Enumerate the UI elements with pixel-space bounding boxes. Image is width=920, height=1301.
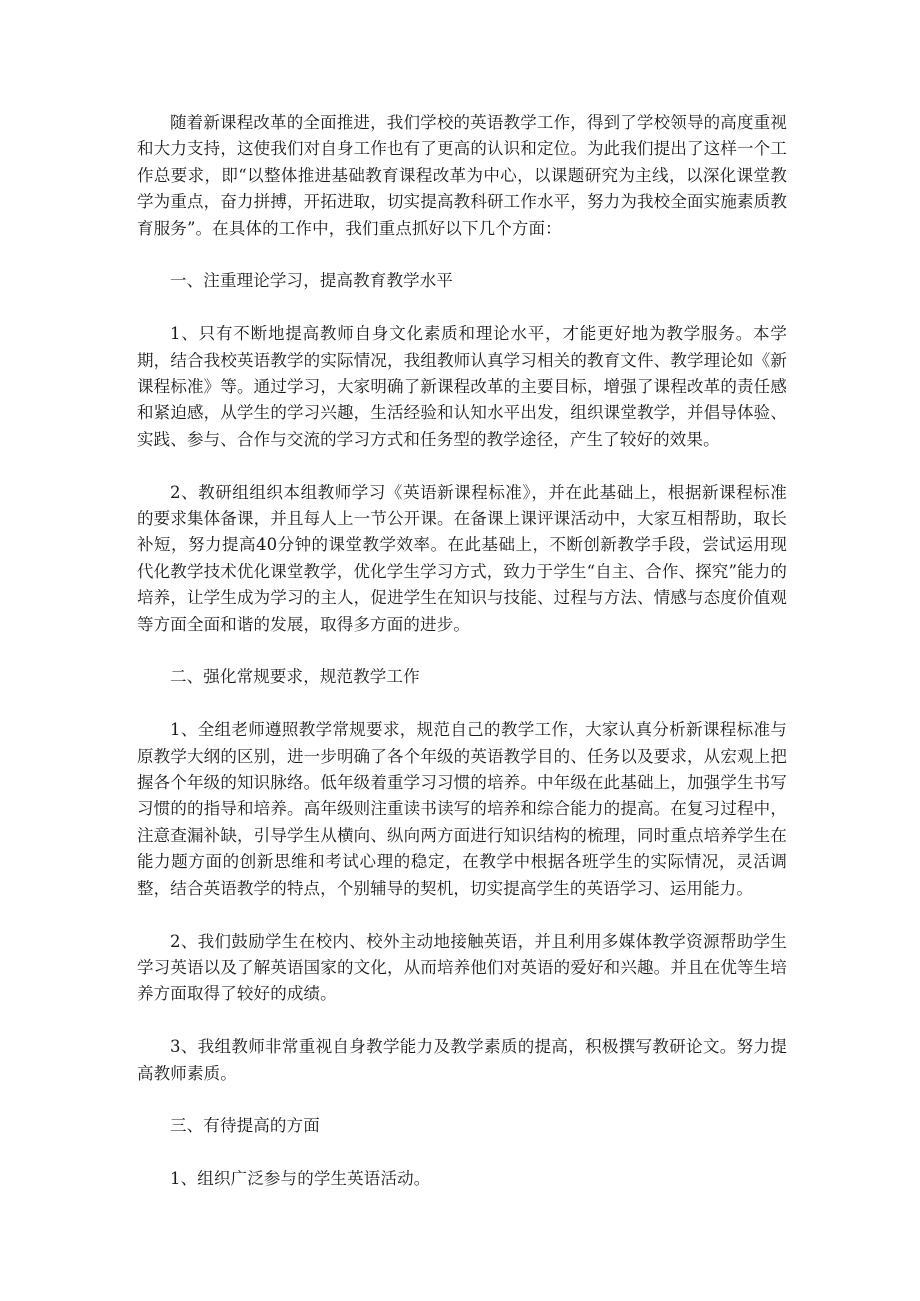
section-heading-1: 一、注重理论学习，提高教育教学水平	[170, 271, 454, 291]
section2-paragraph-1: 1、全组老师遵照教学常规要求，规范自己的教学工作，大家认真分析新课程标准与原教学大纲的区别，进一步明确了各个年级的英语教学目的、任务以及要求，从宏观上把握各个年级的知识脉络。低年级着重学习习惯的培养。中年级在此基础上，加强学生书写习惯的的指导和培养。高年级则注重读书读写的培养和综合能力的提高。在复习过程中，注意查漏补缺，引导学生从横向、纵向两方面进行知识结构的梳理，同时重点培养学生在能力题方面的创新思维和考试心理的稳定，在教学中根据各班学生的实际情况，灵活调整，结合英语教学的特点，个别辅导的契机，切实提高学生的英语学习、运用能力。	[137, 720, 787, 898]
intro-paragraph: 随着新课程改革的全面推进，我们学校的英语教学工作，得到了学校领导的高度重视和大力支持，这使我们对自身工作也有了更高的认识和定位。为此我们提出了这样一个工作总要求，即“以整体推进基础教育课程改革为中心，以课题研究为主线，以深化课堂教学为重点，奋力拼搏，开拓进取，切实提高教科研工作水平，努力为我校全面实施素质教育服务”。在具体的工作中，我们重点抓好以下几个方面：	[137, 113, 787, 238]
section2-paragraph-2: 2、我们鼓励学生在校内、校外主动地接触英语，并且利用多媒体教学资源帮助学生学习英语以及了解英语国家的文化，从而培养他们对英语的爱好和兴趣。并且在优等生培养方面取得了较好的成绩。	[137, 931, 787, 1004]
section1-paragraph-2: 2、教研组组织本组教师学习《英语新课程标准》，并在此基础上，根据新课程标准的要求集体备课，并且每人上一节公开课。在备课上课评课活动中，大家互相帮助，取长补短，努力提高40分钟的课堂教学效率。在此基础上，不断创新教学手段，尝试运用现代化教学技术优化课堂教学，优化学生学习方式，致力于学生“自主、合作、探究”能力的培养，让学生成为学习的主人，促进学生在知识与技能、过程与方法、情感与态度价值观等方面全面和谐的发展，取得多方面的进步。	[137, 482, 787, 634]
section-heading-2: 二、强化常规要求，规范教学工作	[170, 667, 420, 687]
section-heading-3: 三、有待提高的方面	[170, 1116, 320, 1136]
section3-paragraph-1: 1、组织广泛参与的学生英语活动。	[170, 1169, 431, 1189]
section1-paragraph-1: 1、只有不断地提高教师自身文化素质和理论水平，才能更好地为教学服务。本学期，结合我校英语教学的实际情况，我组教师认真学习相关的教育文件、教学理论如《新课程标准》等。通过学习，大家明确了新课程改革的主要目标，增强了课程改革的责任感和紧迫感，从学生的学习兴趣，生活经验和认知水平出发，组织课堂教学，并倡导体验、实践、参与、合作与交流的学习方式和任务型的教学途径，产生了较好的效果。	[137, 324, 787, 449]
document-page	[137, 110, 787, 1219]
section2-paragraph-3: 3、我组教师非常重视自身教学能力及教学素质的提高，积极撰写教研论文。努力提高教师素质。	[137, 1037, 787, 1083]
